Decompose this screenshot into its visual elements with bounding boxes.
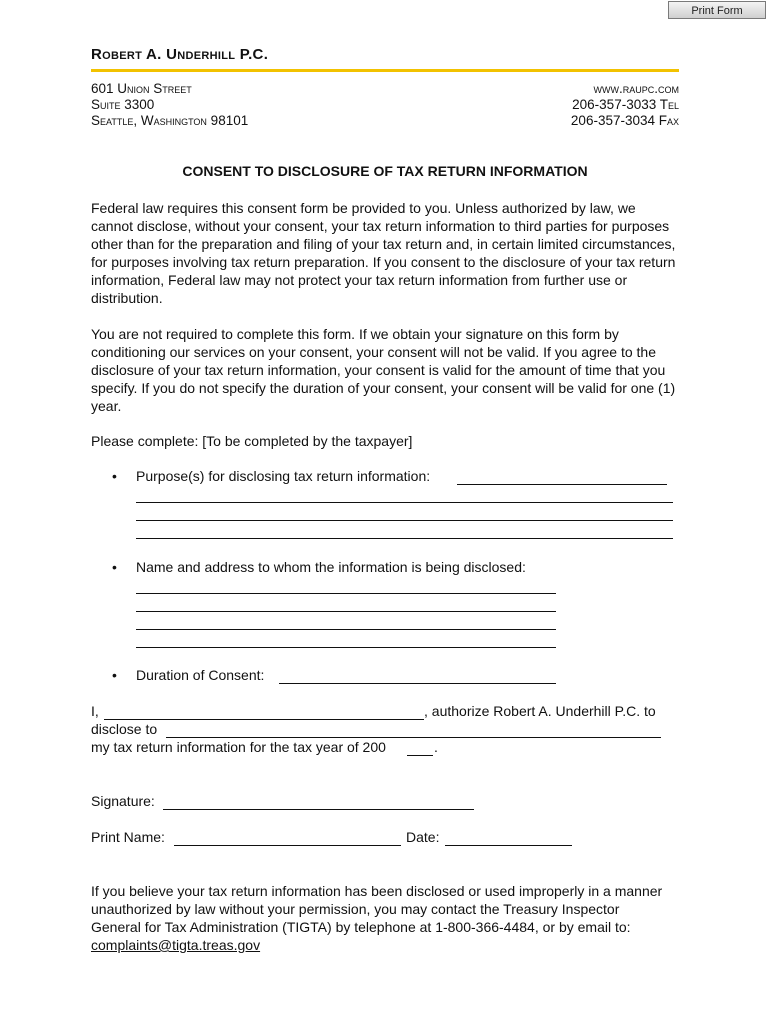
recipient-field-line-1[interactable] xyxy=(136,593,556,594)
duration-label: Duration of Consent: xyxy=(136,667,265,683)
recipient-field-line-2[interactable] xyxy=(136,611,556,612)
website: www.raupc.com xyxy=(593,81,679,96)
please-complete: Please complete: [To be completed by the taxpayer] xyxy=(91,433,413,449)
bullet-icon: • xyxy=(112,559,117,575)
telephone: 206-357-3033 Tel xyxy=(572,97,679,112)
fax: 206-357-3034 Fax xyxy=(570,113,679,128)
disclose-to-label: disclose to xyxy=(91,721,158,737)
bullet-icon: • xyxy=(112,468,117,484)
date-label: Date: xyxy=(406,829,440,845)
tax-year-field[interactable] xyxy=(407,755,433,756)
paragraph-federal-law: Federal law requires this consent form be provided to you. Unless authorized by law, we cannot disclose, without your consent, your tax return information to third parties for purposes other than for the preparation and filing of your tax return and, in certain limited circumstances, for purposes involving tax return preparation. If you consent to the disclosure of your tax return information, Federal law may not protect your tax return information from further use or distribution. xyxy=(91,200,676,306)
duration-field[interactable] xyxy=(279,683,556,684)
recipient-field-line-3[interactable] xyxy=(136,629,556,630)
firm-name: Robert A. Underhill P.C. xyxy=(91,46,269,63)
purpose-field[interactable] xyxy=(457,484,667,485)
tax-year-text: my tax return information for the tax year of 200 xyxy=(91,739,386,755)
signature-field[interactable] xyxy=(163,809,474,810)
purpose-field-line-3[interactable] xyxy=(136,520,673,521)
recipient-label: Name and address to whom the information is being disclosed: xyxy=(136,559,526,575)
date-field[interactable] xyxy=(445,845,572,846)
signature-label: Signature: xyxy=(91,793,155,809)
print-form-button[interactable]: Print Form xyxy=(668,1,766,19)
tax-year-period: . xyxy=(434,739,438,755)
address-line: 601 Union Street xyxy=(91,81,192,96)
tigta-notice-text: If you believe your tax return information has been disclosed or used improperly in a manner unauthorized by law without your permission, you may contact the Treasury Inspector General for Tax Administration (TIGTA) by telephone at 1-800-366-4484, or by email to: xyxy=(91,883,663,935)
bullet-icon: • xyxy=(112,667,117,683)
purpose-field-line-2[interactable] xyxy=(136,502,673,503)
purpose-label: Purpose(s) for disclosing tax return information: xyxy=(136,468,431,484)
purpose-field-line-4[interactable] xyxy=(136,538,673,539)
address-line: Seattle, Washington 98101 xyxy=(91,113,249,128)
authorize-i-label: I, xyxy=(91,703,99,719)
disclose-to-field[interactable] xyxy=(166,737,661,738)
recipient-field-line-4[interactable] xyxy=(136,647,556,648)
taxpayer-name-field[interactable] xyxy=(104,719,424,720)
print-name-field[interactable] xyxy=(174,845,401,846)
firm-contact xyxy=(571,81,679,129)
print-name-label: Print Name: xyxy=(91,829,165,845)
form-title: CONSENT TO DISCLOSURE OF TAX RETURN INFORMATION xyxy=(182,163,588,179)
tigta-email-link[interactable]: complaints@tigta.treas.gov xyxy=(91,937,261,953)
address-line: Suite 3300 xyxy=(91,97,155,112)
tigta-notice xyxy=(91,882,671,954)
authorize-text: , authorize Robert A. Underhill P.C. to xyxy=(424,703,656,719)
paragraph-not-required: You are not required to complete this form. If we obtain your signature on this form by conditioning our services on your consent, your consent will not be valid. If you agree to the disclosure of your tax return information, your consent is valid for the amount of time that you specify. If you do not specify the duration of your consent, your consent will be valid for one (1) year. xyxy=(91,326,676,414)
header-rule xyxy=(91,69,679,72)
firm-address xyxy=(91,81,248,129)
